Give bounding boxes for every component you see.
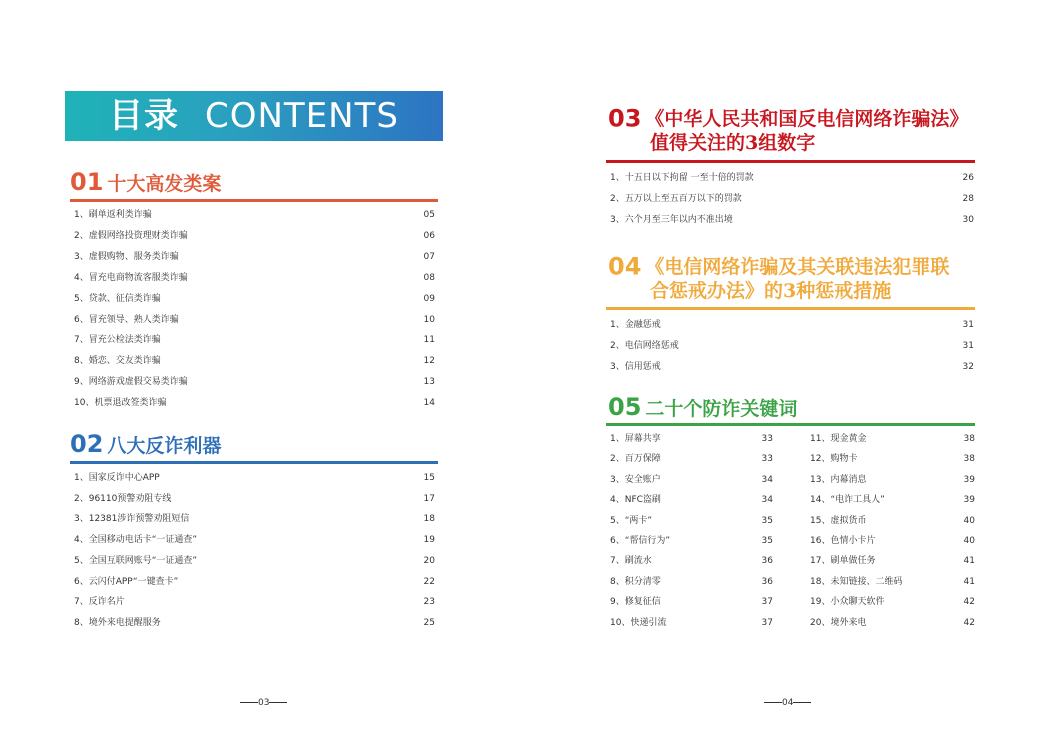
footer-dash (269, 702, 287, 703)
toc-entry-page: 40 (963, 515, 975, 526)
toc-entry-label: 17、刷单做任务 (810, 556, 876, 567)
toc-entry[interactable] (74, 250, 435, 264)
toc-entry[interactable] (74, 271, 435, 285)
toc-entry[interactable] (810, 493, 975, 507)
toc-entry-label: 3、虚假购物、服务类诈骗 (74, 251, 179, 262)
toc-entry-page: 39 (963, 474, 975, 485)
toc-entry-label: 1、国家反诈中心APP (74, 473, 160, 483)
banner-title-zh: 目录 (109, 96, 179, 136)
toc-entry-label: 7、冒充公检法类诈骗 (74, 335, 161, 346)
toc-entry-page: 09 (423, 293, 435, 304)
toc-entry-page: 42 (963, 597, 975, 608)
toc-entry[interactable] (610, 514, 773, 528)
toc-entry-label: 1、屏幕共享 (610, 434, 661, 444)
toc-entry-page: 36 (761, 556, 773, 567)
toc-entry[interactable] (810, 575, 975, 589)
section-02-divider (70, 461, 438, 464)
toc-entry-page: 25 (423, 617, 435, 628)
toc-entry[interactable] (810, 514, 975, 528)
toc-entry-label: 3、12381涉诈预警劝阻短信 (74, 514, 190, 525)
section-title-line2: 值得关注的3组数字 (650, 132, 816, 154)
footer-dash (793, 702, 811, 703)
toc-entry[interactable] (74, 533, 435, 547)
toc-entry[interactable] (610, 452, 773, 466)
toc-entry-label: 1、金融惩戒 (610, 320, 661, 330)
toc-entry-page: 10 (423, 314, 435, 325)
section-03-list (610, 171, 974, 231)
toc-entry-label: 20、境外来电 (810, 617, 867, 628)
toc-entry-page: 33 (761, 454, 773, 465)
toc-entry-label: 9、修复征信 (610, 597, 661, 608)
toc-entry-label: 19、小众聊天软件 (810, 597, 885, 608)
section-01-divider (70, 199, 438, 202)
toc-entry-page: 07 (423, 251, 435, 262)
toc-entry-page: 38 (963, 434, 975, 444)
toc-entry-label: 6、“帮信行为” (610, 536, 671, 546)
footer-dash (240, 702, 258, 703)
toc-entry-label: 9、网络游戏虚假交易类诈骗 (74, 377, 188, 388)
toc-entry-label: 2、虚假网络投资理财类诈骗 (74, 230, 188, 241)
toc-entry-label: 3、六个月至三年以内不准出境 (610, 214, 733, 225)
toc-entry-page: 31 (962, 320, 974, 330)
page-number: 03 (258, 698, 270, 708)
toc-entry[interactable] (74, 616, 435, 630)
toc-entry[interactable] (74, 208, 435, 222)
right-page (524, 0, 1049, 737)
page-number: 04 (782, 698, 794, 708)
section-title: 二十个防诈关键词 (645, 397, 798, 420)
toc-entry-label: 16、色情小卡片 (810, 536, 876, 546)
toc-entry-label: 2、五万以上至五百万以下的罚款 (610, 193, 742, 204)
toc-entry-label: 11、现金黄金 (810, 434, 867, 444)
toc-entry[interactable] (74, 313, 435, 327)
banner-title (109, 91, 399, 141)
toc-entry-page: 17 (423, 493, 435, 504)
toc-entry[interactable] (74, 575, 435, 589)
toc-entry-label: 15、虚拟货币 (810, 515, 867, 526)
toc-entry[interactable] (610, 554, 773, 568)
toc-entry-label: 1、刷单返利类诈骗 (74, 210, 152, 220)
contents-banner (65, 91, 443, 141)
section-05-heading (608, 393, 797, 421)
toc-entry[interactable] (74, 229, 435, 243)
page-number-footer (240, 698, 287, 708)
toc-entry-label: 7、反诈名片 (74, 597, 125, 608)
section-04-heading (608, 254, 949, 303)
toc-entry[interactable] (610, 575, 773, 589)
section-title: 八大反诈利器 (107, 434, 222, 457)
toc-entry[interactable] (610, 473, 773, 487)
toc-entry-label: 8、境外来电提醒服务 (74, 617, 161, 628)
toc-entry-label: 4、NFC盗刷 (610, 495, 661, 506)
section-02-heading (70, 430, 221, 458)
toc-entry-label: 3、安全账户 (610, 474, 661, 485)
toc-entry[interactable] (610, 432, 773, 446)
left-page (0, 0, 524, 737)
toc-entry-page: 35 (761, 536, 773, 546)
toc-entry-label: 13、内幕消息 (810, 474, 867, 485)
toc-entry-label: 3、信用惩戒 (610, 361, 661, 372)
section-number: 03 (608, 104, 642, 133)
toc-entry-page: 34 (761, 495, 773, 506)
section-title-line2: 合惩戒办法》的3种惩戒措施 (650, 280, 892, 302)
toc-entry[interactable] (610, 192, 974, 206)
toc-entry-page: 26 (962, 173, 974, 183)
toc-entry[interactable] (810, 595, 975, 609)
toc-entry[interactable] (74, 471, 435, 485)
toc-entry-page: 33 (761, 434, 773, 444)
section-title-line1: 《中华人民共和国反电信网络诈骗法》 (645, 107, 969, 130)
toc-entry-page: 11 (423, 335, 435, 346)
toc-entry[interactable] (810, 554, 975, 568)
toc-entry-label: 4、全国移动电话卡“一证通查” (74, 535, 198, 546)
toc-entry-label: 5、贷款、征信类诈骗 (74, 293, 161, 304)
toc-entry-page: 42 (963, 617, 975, 628)
toc-entry-label: 18、未知链接、二维码 (810, 576, 903, 587)
toc-entry-label: 6、冒充领导、熟人类诈骗 (74, 314, 179, 325)
toc-entry[interactable] (610, 360, 974, 374)
toc-entry-page: 22 (423, 576, 435, 587)
section-number: 01 (70, 168, 104, 196)
section-number: 02 (70, 430, 104, 458)
toc-entry-page: 28 (962, 193, 974, 204)
section-number: 05 (608, 393, 642, 421)
toc-entry-page: 34 (761, 474, 773, 485)
toc-entry[interactable] (74, 595, 435, 609)
toc-entry-page: 31 (962, 340, 974, 351)
toc-entry-label: 10、快递引流 (610, 617, 667, 628)
toc-entry-label: 12、购物卡 (810, 454, 858, 465)
page-number-footer (764, 698, 811, 708)
section-03-heading (608, 106, 968, 155)
toc-entry[interactable] (610, 616, 773, 630)
section-05-list-col2 (810, 432, 975, 632)
footer-dash (764, 702, 782, 703)
toc-entry-page: 36 (761, 576, 773, 587)
toc-entry-label: 4、冒充电商物流客服类诈骗 (74, 272, 188, 283)
toc-entry-label: 10、机票退改签类诈骗 (74, 398, 167, 409)
toc-entry-page: 38 (963, 454, 975, 465)
toc-entry-page: 08 (423, 272, 435, 283)
toc-entry[interactable] (74, 554, 435, 568)
section-03-divider (606, 160, 975, 163)
section-title: 十大高发类案 (107, 172, 222, 195)
toc-entry-page: 35 (761, 515, 773, 526)
toc-entry-label: 2、百万保障 (610, 454, 661, 465)
toc-entry-page: 13 (423, 377, 435, 388)
toc-entry[interactable] (74, 375, 435, 389)
toc-entry-page: 30 (962, 214, 974, 225)
toc-entry-label: 8、婚恋、交友类诈骗 (74, 356, 161, 367)
toc-entry-label: 5、“两卡” (610, 515, 653, 526)
toc-entry[interactable] (74, 492, 435, 506)
toc-entry-label: 2、96110预警劝阻专线 (74, 493, 172, 504)
toc-entry-label: 5、全国互联网账号“一证通查” (74, 555, 198, 566)
toc-entry[interactable] (74, 396, 435, 410)
banner-title-en: CONTENTS (205, 96, 399, 136)
toc-entry[interactable] (610, 318, 974, 332)
section-04-divider (606, 307, 975, 310)
section-01-list (74, 208, 435, 408)
toc-entry-page: 18 (423, 514, 435, 525)
toc-entry-label: 7、刷流水 (610, 556, 652, 567)
section-title-line1: 《电信网络诈骗及其关联违法犯罪联 (645, 255, 950, 278)
toc-entry-label: 1、十五日以下拘留 一至十倍的罚款 (610, 173, 754, 183)
toc-entry[interactable] (610, 213, 974, 227)
toc-entry[interactable] (74, 512, 435, 526)
toc-entry[interactable] (610, 595, 773, 609)
toc-entry-page: 32 (962, 361, 974, 372)
toc-entry[interactable] (610, 534, 773, 548)
toc-entry[interactable] (74, 292, 435, 306)
toc-entry-page: 14 (423, 398, 435, 409)
toc-entry-page: 12 (423, 356, 435, 367)
section-number: 04 (608, 252, 642, 281)
toc-entry-page: 37 (761, 597, 773, 608)
toc-entry[interactable] (74, 354, 435, 368)
toc-entry-page: 20 (423, 555, 435, 566)
toc-entry-label: 6、云闪付APP“一键查卡” (74, 576, 179, 587)
toc-entry-page: 05 (423, 210, 435, 220)
toc-entry-label: 2、电信网络惩戒 (610, 340, 679, 351)
toc-entry[interactable] (810, 473, 975, 487)
toc-entry-page: 06 (423, 230, 435, 241)
toc-entry[interactable] (74, 333, 435, 347)
toc-entry-page: 15 (423, 473, 435, 483)
section-05-list-col1 (610, 432, 773, 632)
section-02-list (74, 471, 435, 631)
toc-entry-page: 39 (963, 495, 975, 506)
toc-entry[interactable] (810, 432, 975, 446)
toc-entry-page: 41 (963, 556, 975, 567)
toc-entry-page: 41 (963, 576, 975, 587)
section-05-divider (606, 423, 975, 426)
toc-entry-page: 23 (423, 597, 435, 608)
toc-entry-page: 19 (423, 535, 435, 546)
toc-entry[interactable] (810, 452, 975, 466)
toc-entry[interactable] (810, 534, 975, 548)
toc-entry[interactable] (610, 493, 773, 507)
section-01-heading (70, 168, 221, 196)
toc-entry[interactable] (810, 616, 975, 630)
toc-entry-label: 8、积分清零 (610, 576, 661, 587)
toc-entry-page: 40 (963, 536, 975, 546)
toc-entry-page: 37 (761, 617, 773, 628)
section-04-list (610, 318, 974, 378)
toc-entry-label: 14、“电诈工具人” (810, 495, 885, 506)
toc-entry[interactable] (610, 171, 974, 185)
toc-entry[interactable] (610, 339, 974, 353)
